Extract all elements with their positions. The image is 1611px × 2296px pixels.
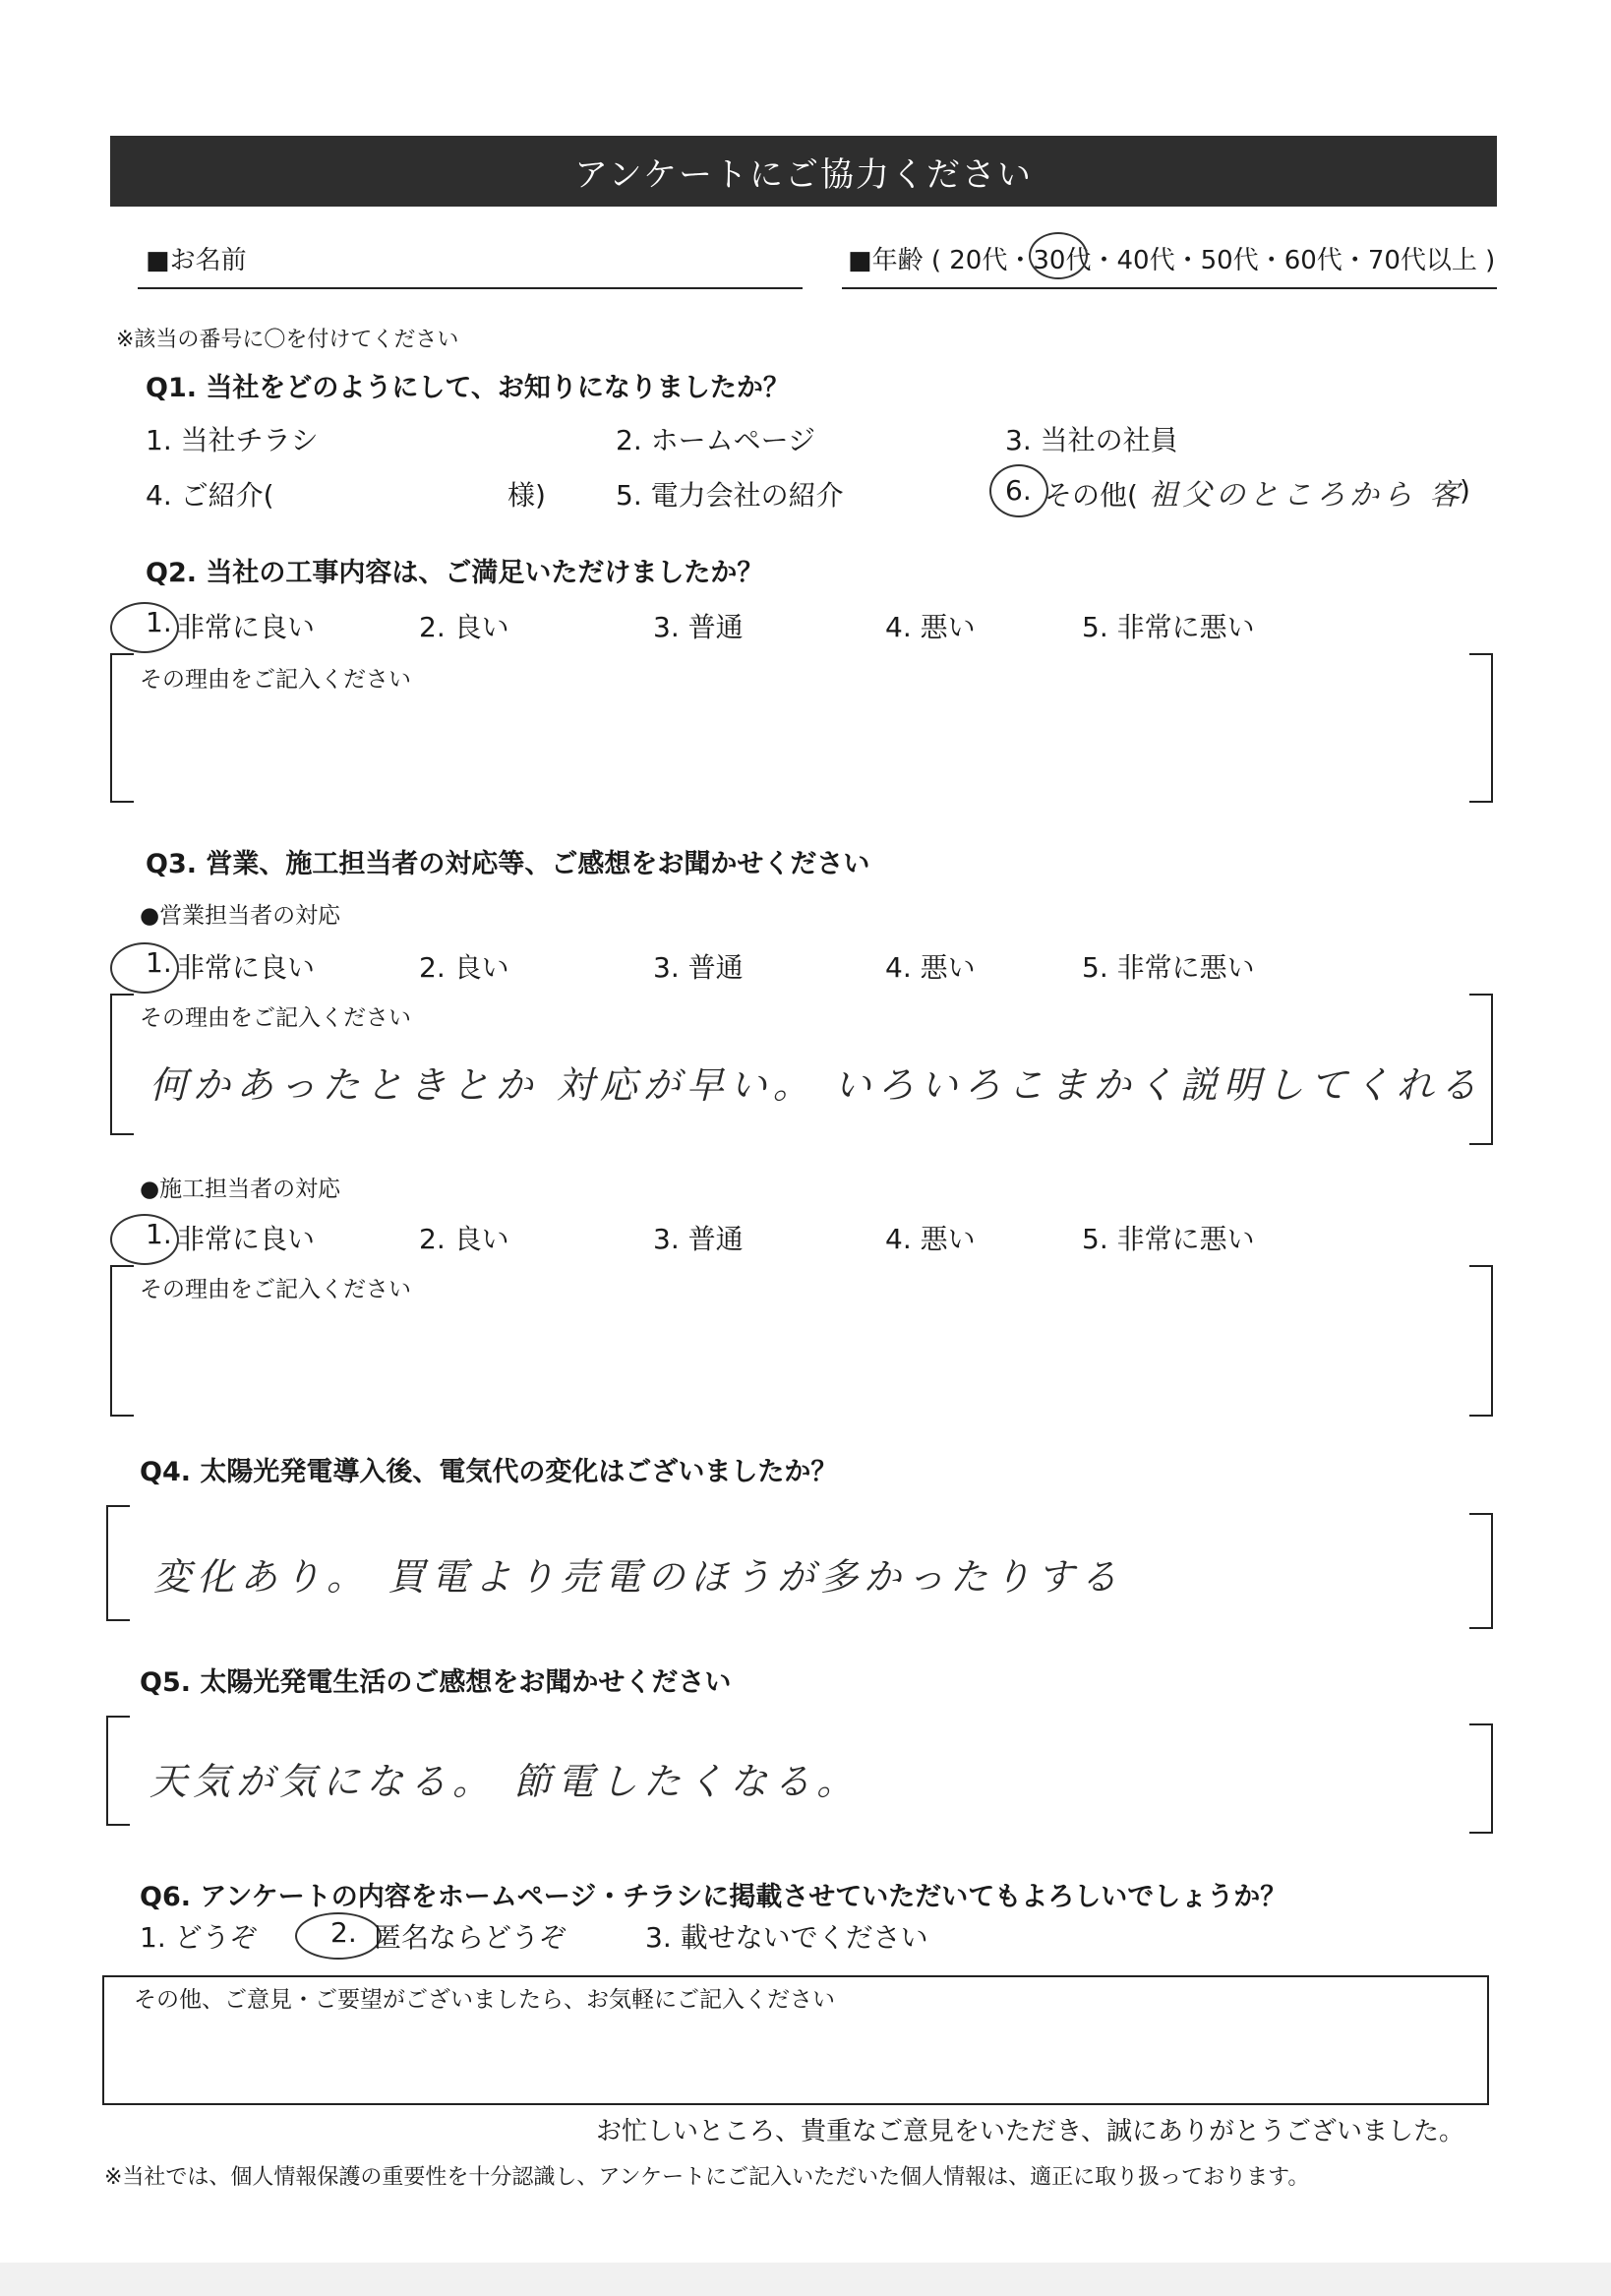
q2-option-3[interactable]: 3. 普通 (653, 611, 744, 643)
q5-bracket-left (106, 1716, 130, 1826)
age-option-50s[interactable]: 50代 (1200, 246, 1259, 275)
scan-edge-shade (0, 2263, 1611, 2296)
q1-option-2[interactable]: 2. ホームページ (616, 424, 816, 456)
q6-option-1[interactable]: 1. どうぞ (140, 1921, 258, 1954)
survey-title: アンケートにご協力ください (110, 136, 1497, 207)
q3-construction-selection-circle (110, 1214, 179, 1265)
q3-sales-option-4[interactable]: 4. 悪い (885, 951, 976, 984)
name-label: ■お名前 (146, 246, 247, 275)
q3-sales-handwritten: 何かあったときとか 対応が早い。 いろいろこまかく説明してくれる (149, 1063, 1483, 1107)
q3-sales-selection-circle (110, 942, 179, 994)
q1-selection-circle (989, 464, 1048, 517)
q4-question: Q4. 太陽光発電導入後、電気代の変化はございましたか？ (140, 1457, 838, 1487)
q3-question: Q3. 営業、施工担当者の対応等、ご感想をお聞かせください (146, 849, 870, 879)
privacy-notice: ※当社では、個人情報保護の重要性を十分認識し、アンケートにご記入いただいた個人情報は、適正に取り扱っております。 (104, 2165, 1310, 2190)
q6-question: Q6. アンケートの内容をホームページ・チラシに掲載させていただいてもよろしいでしょうか？ (140, 1882, 1287, 1912)
q2-selection-circle (110, 602, 179, 653)
age-sep: ・ (1091, 246, 1117, 275)
q2-option-5[interactable]: 5. 非常に悪い (1082, 611, 1255, 643)
q6-selection-circle (295, 1912, 382, 1960)
q5-handwritten: 天気が気になる。 節電したくなる。 (149, 1760, 861, 1803)
age-sep: ・ (1258, 246, 1284, 275)
age-line (842, 287, 1497, 289)
q3-construction-option-3[interactable]: 3. 普通 (653, 1223, 744, 1255)
q1-option-6-close: ) (1460, 474, 1470, 507)
q3-construction-option-2[interactable]: 2. 良い (419, 1223, 509, 1255)
q2-question: Q2. 当社の工事内容は、ご満足いただけましたか？ (146, 558, 764, 588)
q1-handwritten-other: 祖父のところから 客 (1149, 478, 1463, 513)
q3-sales-option-1-label[interactable]: 非常に良い (177, 951, 316, 984)
age-option-60s[interactable]: 60代 (1283, 246, 1342, 275)
q1-option-6-number[interactable]: 6. (1005, 474, 1032, 507)
q2-reason-label: その理由をご記入ください (140, 667, 411, 693)
age-label: ■年齢 (848, 246, 924, 275)
q2-option-4[interactable]: 4. 悪い (885, 611, 976, 643)
q3-construction-bracket-right (1469, 1265, 1493, 1417)
q1-option-1[interactable]: 1. 当社チラシ (146, 424, 319, 456)
age-field (848, 240, 1495, 276)
q2-option-2[interactable]: 2. 良い (419, 611, 509, 643)
q2-reason-bracket-left (110, 653, 134, 803)
q1-option-4[interactable]: 4. ご紹介( (146, 479, 274, 512)
q6-option-2-label[interactable]: 匿名ならどうぞ (374, 1921, 567, 1954)
q3-sales-reason-label: その理由をご記入ください (140, 1005, 411, 1031)
q1-option-6-label[interactable]: その他( (1044, 479, 1138, 512)
q5-bracket-right (1469, 1723, 1493, 1834)
q1-question: Q1. 当社をどのようにして、お知りになりましたか？ (146, 373, 790, 403)
q2-reason-bracket-right (1469, 653, 1493, 803)
q3-construction-reason-label: その理由をご記入ください (140, 1277, 411, 1302)
q3-sales-label: ●営業担当者の対応 (140, 903, 341, 929)
thanks-message: お忙しいところ、貴重なご意見をいただき、誠にありがとうございました。 (596, 2117, 1464, 2146)
q3-construction-label: ●施工担当者の対応 (140, 1177, 341, 1202)
q3-sales-option-3[interactable]: 3. 普通 (653, 951, 744, 984)
q4-bracket-right (1469, 1513, 1493, 1629)
q3-sales-option-1-number[interactable]: 1. (146, 946, 172, 979)
age-sep: ・ (1007, 246, 1034, 275)
age-option-40s[interactable]: 40代 (1116, 246, 1175, 275)
q3-construction-option-4[interactable]: 4. 悪い (885, 1223, 976, 1255)
q1-option-5[interactable]: 5. 電力会社の紹介 (616, 479, 844, 512)
instruction-note: ※該当の番号に〇を付けてください (116, 328, 459, 352)
q1-option-3[interactable]: 3. 当社の社員 (1005, 424, 1178, 456)
age-selection-circle (1029, 232, 1088, 279)
age-close-paren: ) (1485, 246, 1496, 275)
q3-sales-bracket-left (110, 994, 134, 1135)
q4-bracket-left (106, 1505, 130, 1621)
q5-question: Q5. 太陽光発電生活のご感想をお聞かせください (140, 1667, 732, 1698)
comments-label: その他、ご意見・ご要望がございましたら、お気軽にご記入ください (134, 1987, 835, 2013)
q3-construction-option-1-label[interactable]: 非常に良い (177, 1223, 316, 1255)
q6-option-2-number[interactable]: 2. (330, 1916, 357, 1949)
q4-handwritten: 変化あり。 買電より売電のほうが多かったりする (153, 1555, 1124, 1599)
q3-construction-option-1-number[interactable]: 1. (146, 1218, 172, 1250)
age-option-20s[interactable]: 20代 (949, 246, 1008, 275)
q2-option-1-label[interactable]: 非常に良い (177, 611, 316, 643)
q2-option-1-number[interactable]: 1. (146, 606, 172, 638)
name-line (138, 287, 803, 289)
age-option-70s-plus[interactable]: 70代以上 (1367, 246, 1477, 275)
age-option-30s[interactable]: 30代 (1033, 246, 1092, 275)
q3-sales-option-5[interactable]: 5. 非常に悪い (1082, 951, 1255, 984)
age-sep: ・ (1342, 246, 1368, 275)
q6-option-3[interactable]: 3. 載せないでください (645, 1921, 928, 1954)
q3-construction-bracket-left (110, 1265, 134, 1417)
q3-construction-option-5[interactable]: 5. 非常に悪い (1082, 1223, 1255, 1255)
q1-option-4-suffix: 様) (507, 479, 546, 512)
age-open-paren: ( (930, 246, 941, 275)
q3-sales-option-2[interactable]: 2. 良い (419, 951, 509, 984)
age-sep: ・ (1174, 246, 1201, 275)
